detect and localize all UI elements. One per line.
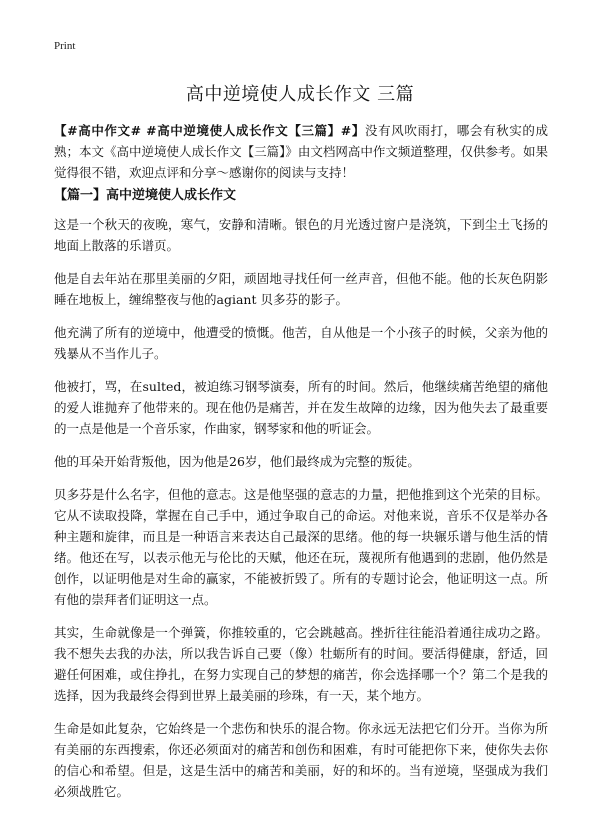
section-heading: 【篇一】高中逆境使人成长作文 xyxy=(54,188,237,203)
page-title: 高中逆境使人成长作文 三篇 xyxy=(185,84,415,105)
print-label[interactable]: Print xyxy=(54,40,76,52)
paragraph: 这是一个秋天的夜晚，寒气，安静和清晰。银色的月光透过窗户是浇筑，下到尘土飞扬的地面上散落的乐谱页。 xyxy=(54,217,548,253)
intro-paragraph xyxy=(54,120,548,183)
intro-text: 没有风吹雨打，哪会有秋实的成熟；本文《高中逆境使人成长作文【三篇】》由文档网高中作文频道整理，仅供参考。如果觉得很不错，欢迎点评和分享～感谢你的阅读与支持！ xyxy=(54,123,548,180)
paragraph: 他的耳朵开始背叛他，因为他是26岁，他们最终成为完整的叛徒。 xyxy=(54,454,420,469)
paragraph: 他是自去年站在那里美丽的夕阳，顽固地寻找任何一丝声音，但他不能。他的长灰色阴影睡在地板上，缠绵整夜与他的agiant 贝多芬的影子。 xyxy=(54,271,548,307)
paragraph: 其实，生命就像是一个弹簧，你推较重的，它会跳越高。挫折往往能沿着通往成功之路。我不想失去我的办法，所以我告诉自己要（像）牡蛎所有的时间。要活得健康，舒适，回避任何困难，或住挣扎，在努力实现自己的梦想的痛苦，你会选择哪一个？第二个是我的选择，因为我最终会得到世界上最美丽的珍珠，有一天，某个地方。 xyxy=(54,625,548,703)
essay-body xyxy=(54,214,548,814)
paragraph: 他充满了所有的逆境中，他遭受的愤慨。他苦，自从他是一个小孩子的时候，父亲为他的残暴从不当作儿子。 xyxy=(54,325,548,361)
paragraph: 贝多芬是什么名字，但他的意志。这是他坚强的意志的力量，把他推到这个光荣的目标。它从不读取投降，掌握在自己手中，通过争取自己的命运。对他来说，音乐不仅是举办各种主题和旋律，而且是一种语言来表达自己最深的思绪。他的每一块辗乐谱与他生活的情绪。他还在写，以表示他无与伦比的天赋，他还在玩，蔑视所有他遇到的悲剧，他仍然是创作，以证明他是对生命的赢家，不能被折毁了。所有的专题讨论会，他证明这一点。所有他的崇拜者们证明这一点。 xyxy=(54,487,548,607)
paragraph: 他被打，骂，在sulted，被迫练习钢琴演奏，所有的时间。然后，他继续痛苦绝望的痛他的爱人谁抛弃了他带来的。现在他仍是痛苦，并在发生故障的边缘，因为他失去了最重要的一点是他是一个音乐家，作曲家，钢琴家和他的听证会。 xyxy=(54,379,548,436)
intro-bold-text: 【#高中作文# #高中逆境使人成长作文【三篇】#】 xyxy=(54,123,365,138)
paragraph: 生命是如此复杂，它始终是一个悲伤和快乐的混合物。你永远无法把它们分开。当你为所有美丽的东西搜索，你还必须面对的痛苦和创伤和困难，有时可能把你下来，使你失去你的信心和希望。但是，这是生活中的痛苦和美丽，好的和坏的。当有逆境，坚强成为我们必须战胜它。 xyxy=(54,721,548,799)
